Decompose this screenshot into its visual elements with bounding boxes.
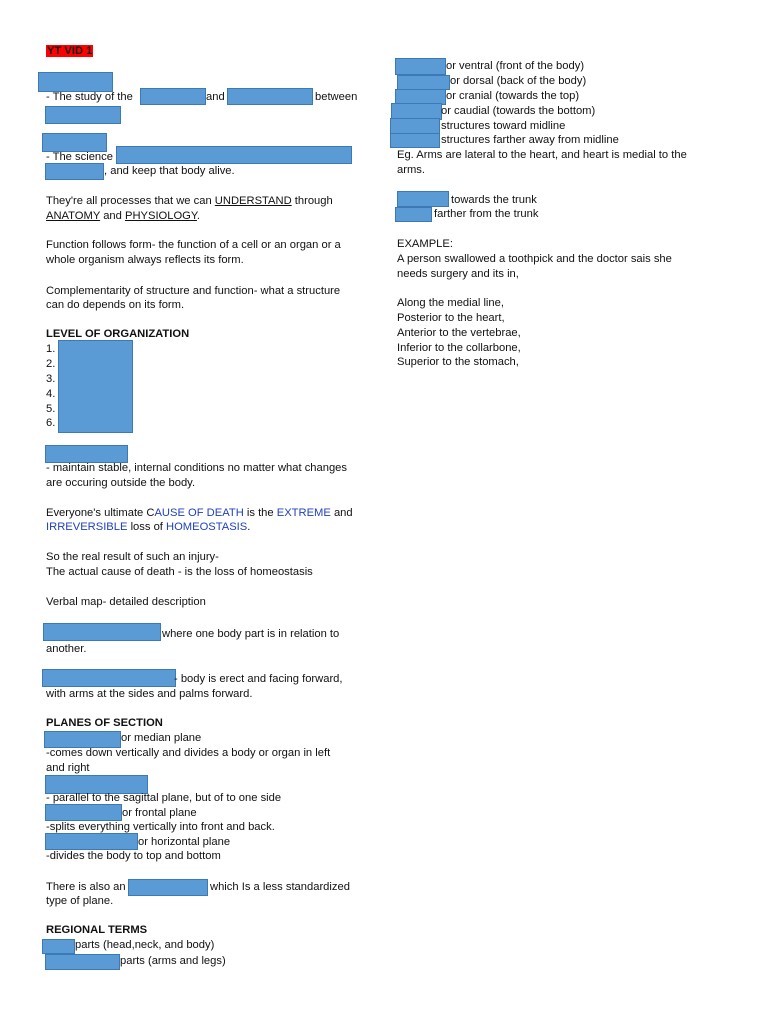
list-item: 3. bbox=[46, 373, 56, 385]
erect-line-1: - body is erect and facing forward, bbox=[174, 673, 343, 685]
study-line: - The study of the bbox=[46, 91, 133, 103]
towards-trunk-line: towards the trunk bbox=[451, 194, 537, 206]
parallel-line: - parallel to the sagittal plane, but of to one side bbox=[46, 792, 282, 804]
redaction-block bbox=[395, 207, 432, 222]
also-prefix: There is also an bbox=[46, 881, 126, 893]
example-lateral-line-1: Eg. Arms are lateral to the heart, and heart is medial to the bbox=[397, 149, 687, 161]
processes-line-2: ANATOMY and PHYSIOLOGY. bbox=[46, 210, 201, 222]
verbal-map-line: Verbal map- detailed description bbox=[46, 596, 206, 608]
redaction-block bbox=[42, 939, 75, 954]
redaction-block bbox=[42, 669, 176, 687]
complementarity-line-1: Complementarity of structure and function- what a structure bbox=[46, 285, 341, 297]
redaction-block bbox=[43, 623, 161, 641]
redaction-block bbox=[38, 72, 113, 92]
anterior-line: Anterior to the vertebrae, bbox=[397, 327, 521, 339]
example-lateral-line-2: arms. bbox=[397, 164, 425, 176]
redaction-block bbox=[45, 163, 104, 180]
list-item: 2. bbox=[46, 358, 56, 370]
redaction-block bbox=[45, 833, 138, 850]
superior-line: Superior to the stomach, bbox=[397, 356, 519, 368]
regional-heading: REGIONAL TERMS bbox=[46, 924, 148, 936]
also-line-2: type of plane. bbox=[46, 895, 114, 907]
cranial-line: or cranial (towards the top) bbox=[446, 90, 580, 102]
axial-parts-line: parts (head,neck, and body) bbox=[75, 939, 215, 951]
list-item: 6. bbox=[46, 417, 56, 429]
science-line: - The science bbox=[46, 151, 113, 163]
redaction-block bbox=[45, 804, 122, 821]
maintain-line-1: - maintain stable, internal conditions no matter what changes bbox=[46, 462, 347, 474]
median-line: or median plane bbox=[121, 732, 202, 744]
posterior-line: Posterior to the heart, bbox=[397, 312, 505, 324]
horizontal-line: or horizontal plane bbox=[138, 836, 231, 848]
redaction-block bbox=[45, 106, 121, 124]
example-heading: EXAMPLE: bbox=[397, 238, 453, 250]
away-line: structures farther away from midline bbox=[441, 134, 619, 146]
redaction-block bbox=[116, 146, 352, 164]
level-heading: LEVEL OF ORGANIZATION bbox=[46, 328, 190, 340]
planes-heading: PLANES OF SECTION bbox=[46, 717, 163, 729]
science-suffix: , and keep that body alive. bbox=[104, 165, 235, 177]
processes-line-1: They're all processes that we can UNDERSTAND through bbox=[46, 195, 333, 207]
relation-line-1: where one body part is in relation to bbox=[162, 628, 340, 640]
relation-line-2: another. bbox=[46, 643, 87, 655]
redaction-block bbox=[390, 133, 440, 148]
ultimate-line-2: IRREVERSIBLE loss of HOMEOSTASIS. bbox=[46, 521, 251, 533]
along-line: Along the medial line, bbox=[397, 297, 504, 309]
vertical-line-1: -comes down vertically and divides a body or organ in left bbox=[46, 747, 331, 759]
document-title: YT VID 1 bbox=[47, 45, 93, 57]
splits-line: -splits everything vertically into front and back. bbox=[46, 821, 275, 833]
midline-line: structures toward midline bbox=[441, 120, 566, 132]
dorsal-line: or dorsal (back of the body) bbox=[450, 75, 587, 87]
maintain-line-2: are occuring outside the body. bbox=[46, 477, 196, 489]
list-item: 4. bbox=[46, 388, 56, 400]
redaction-block bbox=[140, 88, 206, 105]
injury-line-1: So the real result of such an injury- bbox=[46, 551, 219, 563]
redaction-block bbox=[390, 118, 440, 134]
redaction-block bbox=[397, 191, 449, 207]
redaction-block bbox=[395, 58, 446, 75]
erect-line-2: with arms at the sides and palms forward. bbox=[46, 688, 253, 700]
frontal-line: or frontal plane bbox=[122, 807, 197, 819]
redaction-block bbox=[58, 340, 133, 433]
appendicular-parts-line: parts (arms and legs) bbox=[120, 955, 226, 967]
example-line-2: needs surgery and its in, bbox=[397, 268, 519, 280]
list-item: 5. bbox=[46, 403, 56, 415]
function-line-1: Function follows form- the function of a cell or an organ or a bbox=[46, 239, 341, 251]
also-suffix: which Is a less standardized bbox=[210, 881, 350, 893]
complementarity-line-2: can do depends on its form. bbox=[46, 299, 185, 311]
study-and: and bbox=[206, 91, 225, 103]
redaction-block bbox=[45, 954, 120, 970]
injury-line-2: The actual cause of death - is the loss of homeostasis bbox=[46, 566, 313, 578]
function-line-2: whole organism always reflects its form. bbox=[46, 254, 244, 266]
farther-trunk-line: farther from the trunk bbox=[434, 208, 539, 220]
caudial-line: or caudial (towards the bottom) bbox=[441, 105, 596, 117]
inferior-line: Inferior to the collarbone, bbox=[397, 342, 521, 354]
ultimate-line-1: Everyone's ultimate CAUSE OF DEATH is the EXTREME and bbox=[46, 507, 353, 519]
redaction-block bbox=[227, 88, 313, 105]
redaction-block bbox=[397, 75, 450, 90]
list-item: 1. bbox=[46, 343, 56, 355]
divides-line: -divides the body to top and bottom bbox=[46, 850, 221, 862]
study-between: between bbox=[315, 91, 358, 103]
vertical-line-2: and right bbox=[46, 762, 90, 774]
ventral-line: or ventral (front of the body) bbox=[446, 60, 585, 72]
redaction-block bbox=[128, 879, 208, 896]
example-line-1: A person swallowed a toothpick and the doctor sais she bbox=[397, 253, 672, 265]
